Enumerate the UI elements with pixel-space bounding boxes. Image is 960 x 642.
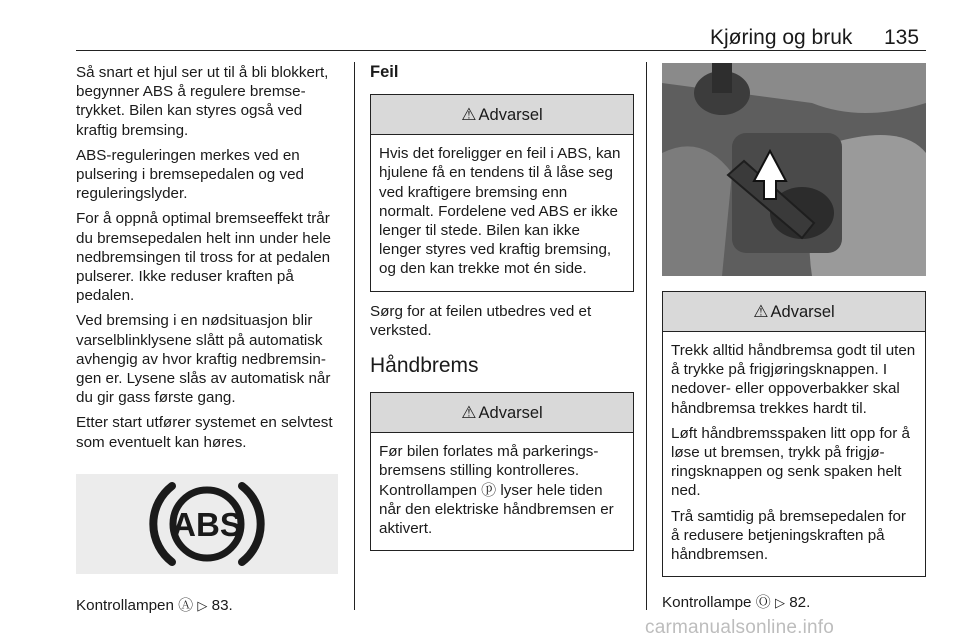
warning-header: ⚠ Advarsel bbox=[371, 95, 633, 135]
warning-body: Før bilen forlates må parkeringsbremsens stilling kontrolleres. Kontrollampen ⓟ lyser hele tiden når den elektriske håndbremsen er aktivert. bbox=[379, 443, 614, 538]
warning-triangle-icon: ⚠ bbox=[461, 105, 477, 125]
page-reference[interactable]: 83. bbox=[211, 596, 233, 614]
paragraph: ABS-reguleringen merkes ved en pulsering i bremsepedalen og ved reguleringslyder. bbox=[76, 146, 304, 203]
column-divider-1 bbox=[354, 62, 355, 610]
paragraph: Så snart et hjul ser ut til å bli blokkert, begynner ABS å regulere bremsetrykket. Bilen kan styres også ved kraftig bremsing. bbox=[76, 64, 329, 139]
warning-box-handbrake-use bbox=[662, 291, 926, 577]
indicator-reference: Kontrollampe Ⓞ ▷ 82. bbox=[662, 594, 811, 612]
paragraph: Sørg for at feilen utbedres ved et verksted. bbox=[370, 302, 592, 339]
page-header-title: Kjøring og bruk bbox=[710, 26, 853, 49]
warning-body: Hvis det foreligger en feil i ABS, kan hjulene få en tendens til å låse seg ved kraftigere bremsing enn normalt. Fordelene ved ABS er ikke lenger til stede. Bilen kan ikke lenger styres ved kraftig bremsing, og den kan trekke mot én side. bbox=[379, 145, 621, 278]
warning-body: Trekk alltid håndbremsa godt til uten å trykke på frigjøringsknappen. I nedover- eller oppoverbakker skal håndbremsa trekkes hardt til. Løft håndbremsspaken litt opp for å løse ut bremsen, trykk på frigjøringsknappen og senk spaken helt ned. Trå samtidig på bremsepedalen for å redusere betjeningskraften på håndbremsen. bbox=[671, 342, 916, 564]
warning-box-abs-fault bbox=[370, 94, 634, 291]
watermark: carmanualsonline.info bbox=[645, 617, 835, 638]
column-2 bbox=[370, 63, 634, 551]
handbrake-lever-photo bbox=[662, 63, 926, 276]
brake-indicator-icon: Ⓞ bbox=[755, 594, 771, 612]
paragraph: Etter start utfører systemet en selvtest som eventuelt kan høres. bbox=[76, 414, 333, 451]
warning-triangle-icon: ⚠ bbox=[753, 302, 769, 321]
warning-triangle-icon: ⚠ bbox=[461, 403, 477, 423]
column-3 bbox=[662, 63, 926, 618]
warning-header: ⚠ Advarsel bbox=[371, 393, 633, 433]
abs-symbol-label: ABS bbox=[172, 505, 242, 543]
indicator-reference: Kontrollampen Ⓐ ▷ 83. bbox=[76, 596, 233, 614]
paragraph: Ved bremsing i en nødsituasjon blir varselblinklysene slått på automatisk avhengig av hvor kraftig nedbremsingen er. Lysene slås av automatisk når du gir gass første gang. bbox=[76, 312, 331, 407]
parking-brake-indicator-icon: ⓟ bbox=[481, 481, 497, 499]
fault-heading: Feil bbox=[370, 63, 399, 81]
abs-indicator-icon: Ⓐ bbox=[178, 596, 194, 614]
column-1 bbox=[76, 63, 346, 621]
handbrake-heading: Håndbrems bbox=[370, 354, 479, 378]
page-number: 135 bbox=[884, 26, 920, 49]
page-reference[interactable]: 82. bbox=[789, 594, 811, 612]
warning-box-parking-brake bbox=[370, 392, 634, 551]
column-divider-2 bbox=[646, 62, 647, 610]
page-reference-arrow-icon: ▷ bbox=[774, 595, 785, 611]
abs-warning-symbol bbox=[76, 474, 338, 574]
paragraph: For å oppnå optimal bremseeffekt trår du bremsepedalen helt inn under hele nedbremsingen til tross for at pedalen pulserer. Ikke reduser kraften på pedalen. bbox=[76, 210, 331, 305]
header-rule bbox=[76, 50, 926, 51]
warning-header: ⚠ Advarsel bbox=[663, 292, 925, 332]
page-reference-arrow-icon: ▷ bbox=[197, 597, 208, 613]
